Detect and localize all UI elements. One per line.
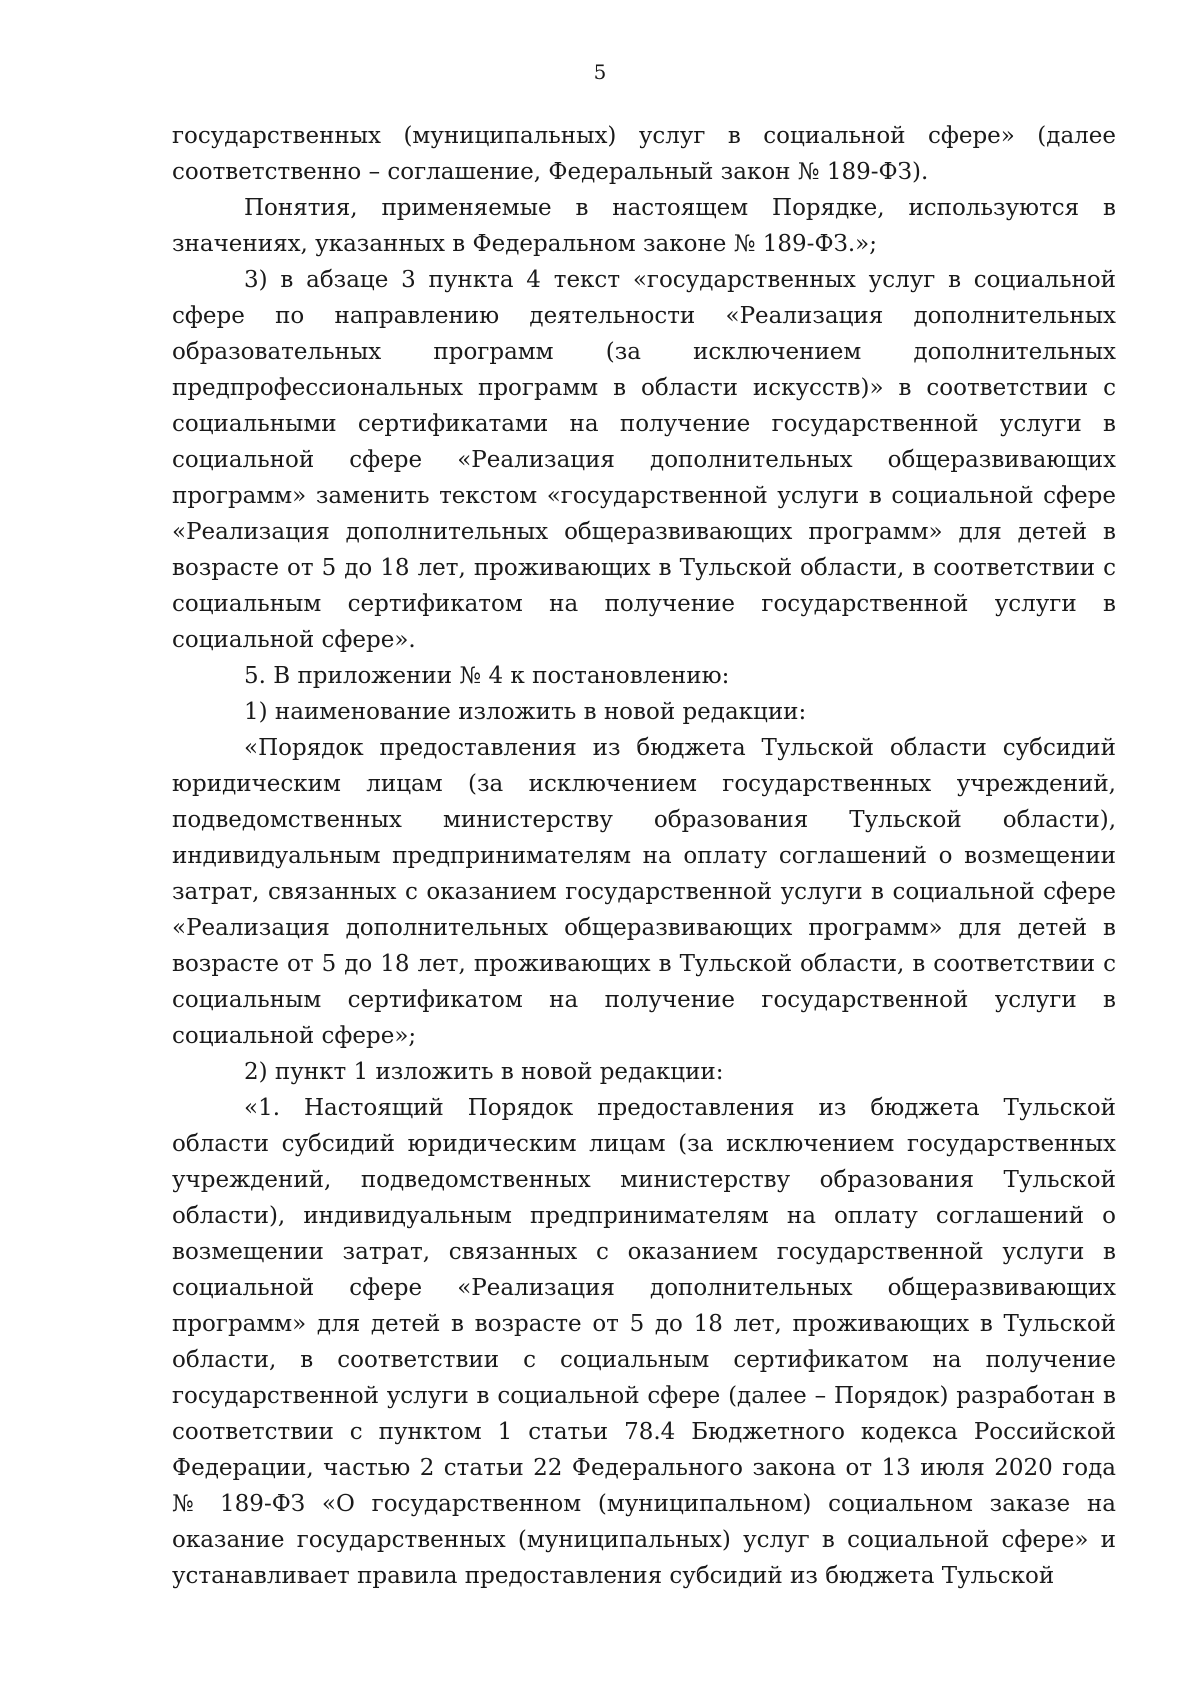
paragraph-3: 3) в абзаце 3 пункта 4 текст «государственных услуг в социальной сфере по направлению деятельности «Реализация дополнительных образовательных программ (за исключением дополнительных предпрофессиональных программ в области искусств)» в соответствии с социальными сертификатами на получение государственной услуги в социальной сфере «Реализация дополнительных общеразвивающих программ» заменить текстом «государственной услуги в социальной сфере «Реализация дополнительных общеразвивающих программ» для детей в возрасте от 5 до 18 лет, проживающих в Тульской области, в соответствии с социальным сертификатом на получение государственной услуги в социальной сфере».	[172, 267, 1116, 653]
paragraph-8: «1. Настоящий Порядок предоставления из бюджета Тульской области субсидий юридическим лицам (за исключением государственных учреждений, подведомственных министерству образования Тульской области), индивидуальным предпринимателям на оплату соглашений о возмещении затрат, связанных с оказанием государственной услуги в социальной сфере «Реализация дополнительных общеразвивающих программ» для детей в возрасте от 5 до 18 лет, проживающих в Тульской области, в соответствии с социальным сертификатом на получение государственной услуги в социальной сфере (далее – Порядок) разработан в соответствии с пунктом 1 статьи 78.4 Бюджетного кодекса Российской Федерации, частью 2 статьи 22 Федерального закона от 13 июля 2020 года № 189-ФЗ «О государственном (муниципальном) социальном заказе на оказание государственных (муниципальных) услуг в социальной сфере» и устанавливает правила предоставления субсидий из бюджета Тульской	[172, 1095, 1116, 1589]
document-body	[172, 118, 1116, 1594]
paragraph-4: 5. В приложении № 4 к постановлению:	[244, 663, 730, 689]
paragraph-6: «Порядок предоставления из бюджета Тульской области субсидий юридическим лицам (за исключением государственных учреждений, подведомственных министерству образования Тульской области), индивидуальным предпринимателям на оплату соглашений о возмещении затрат, связанных с оказанием государственной услуги в социальной сфере «Реализация дополнительных общеразвивающих программ» для детей в возрасте от 5 до 18 лет, проживающих в Тульской области, в соответствии с социальным сертификатом на получение государственной услуги в социальной сфере»;	[172, 735, 1116, 1049]
paragraph-1: государственных (муниципальных) услуг в социальной сфере» (далее соответственно – соглашение, Федеральный закон № 189-ФЗ).	[172, 123, 1116, 185]
paragraph-5: 1) наименование изложить в новой редакции:	[244, 699, 807, 725]
paragraph-7: 2) пункт 1 изложить в новой редакции:	[244, 1059, 724, 1085]
paragraph-2: Понятия, применяемые в настоящем Порядке, используются в значениях, указанных в Федеральном законе № 189-ФЗ.»;	[172, 195, 1116, 257]
page-number: 5	[593, 60, 607, 84]
